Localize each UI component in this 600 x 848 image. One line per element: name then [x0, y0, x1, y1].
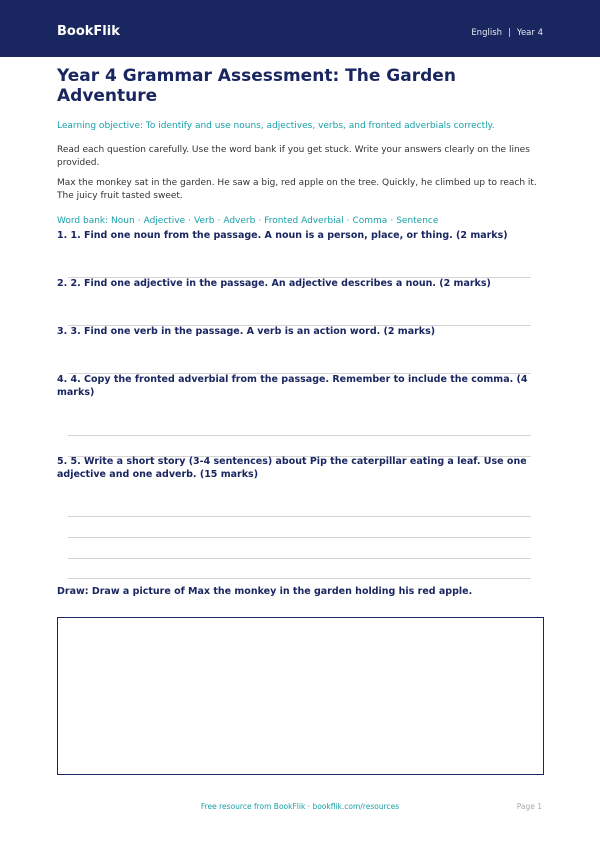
subject-label: English	[471, 28, 503, 38]
page-title: Year 4 Grammar Assessment: The Garden Adventure	[57, 66, 456, 106]
answer-line[interactable]	[68, 558, 531, 559]
drawing-prompt: Draw: Draw a picture of Max the monkey in the garden holding his red apple.	[57, 586, 473, 597]
instructions-text: Read each question carefully. Use the word bank if you get stuck. Write your answers clearly on the lines provided.	[57, 145, 530, 168]
word-bank-separator: ·	[346, 216, 350, 226]
question-3: 3. 3. Find one verb in the passage. A verb is an action word. (2 marks)	[57, 326, 436, 337]
worksheet-intro	[57, 66, 543, 227]
learning-objective: Learning objective: To identify and use nouns, adjectives, verbs, and fronted adverbials correctly.	[57, 121, 495, 131]
word-bank-term: Adjective	[143, 216, 186, 226]
word-bank-separator: ·	[217, 216, 221, 226]
page-number: Page 1	[516, 802, 542, 811]
answer-line[interactable]	[68, 578, 531, 579]
word-bank-term: Fronted Adverbial	[264, 216, 344, 226]
page-header	[0, 0, 600, 57]
word-bank-term: Verb	[194, 216, 215, 226]
header-meta	[471, 28, 543, 38]
brand-logo-text[interactable]: BookFlik	[57, 24, 120, 39]
meta-separator: |	[508, 28, 511, 38]
question-5: 5. 5. Write a short story (3-4 sentences) about Pip the caterpillar eating a leaf. Use one adjective and one adverb. (15 marks)	[57, 456, 527, 480]
year-label: Year 4	[516, 28, 543, 38]
answer-line[interactable]	[68, 435, 531, 436]
word-bank-term: Adverb	[223, 216, 256, 226]
word-bank-separator: ·	[137, 216, 141, 226]
word-bank-term: Comma	[352, 216, 388, 226]
word-bank-separator: ·	[258, 216, 262, 226]
word-bank	[57, 215, 543, 227]
footer-credit-link[interactable]: Free resource from BookFlik · bookflik.com/resources	[200, 802, 400, 811]
drawing-box[interactable]	[57, 617, 544, 775]
word-bank-label: Word bank:	[57, 216, 109, 226]
word-bank-term: Sentence	[396, 216, 439, 226]
reading-passage: Max the monkey sat in the garden. He saw a big, red apple on the tree. Quickly, he climbed up to reach it. The juicy fruit tasted sweet.	[57, 178, 537, 201]
word-bank-separator: ·	[390, 216, 394, 226]
answer-line[interactable]	[68, 537, 531, 538]
word-bank-separator: ·	[188, 216, 192, 226]
question-4: 4. 4. Copy the fronted adverbial from the passage. Remember to include the comma. (4 marks)	[57, 374, 528, 398]
question-1: 1. 1. Find one noun from the passage. A noun is a person, place, or thing. (2 marks)	[57, 230, 508, 241]
question-2: 2. 2. Find one adjective in the passage. An adjective describes a noun. (2 marks)	[57, 278, 491, 289]
answer-line[interactable]	[68, 516, 531, 517]
word-bank-term: Noun	[111, 216, 135, 226]
